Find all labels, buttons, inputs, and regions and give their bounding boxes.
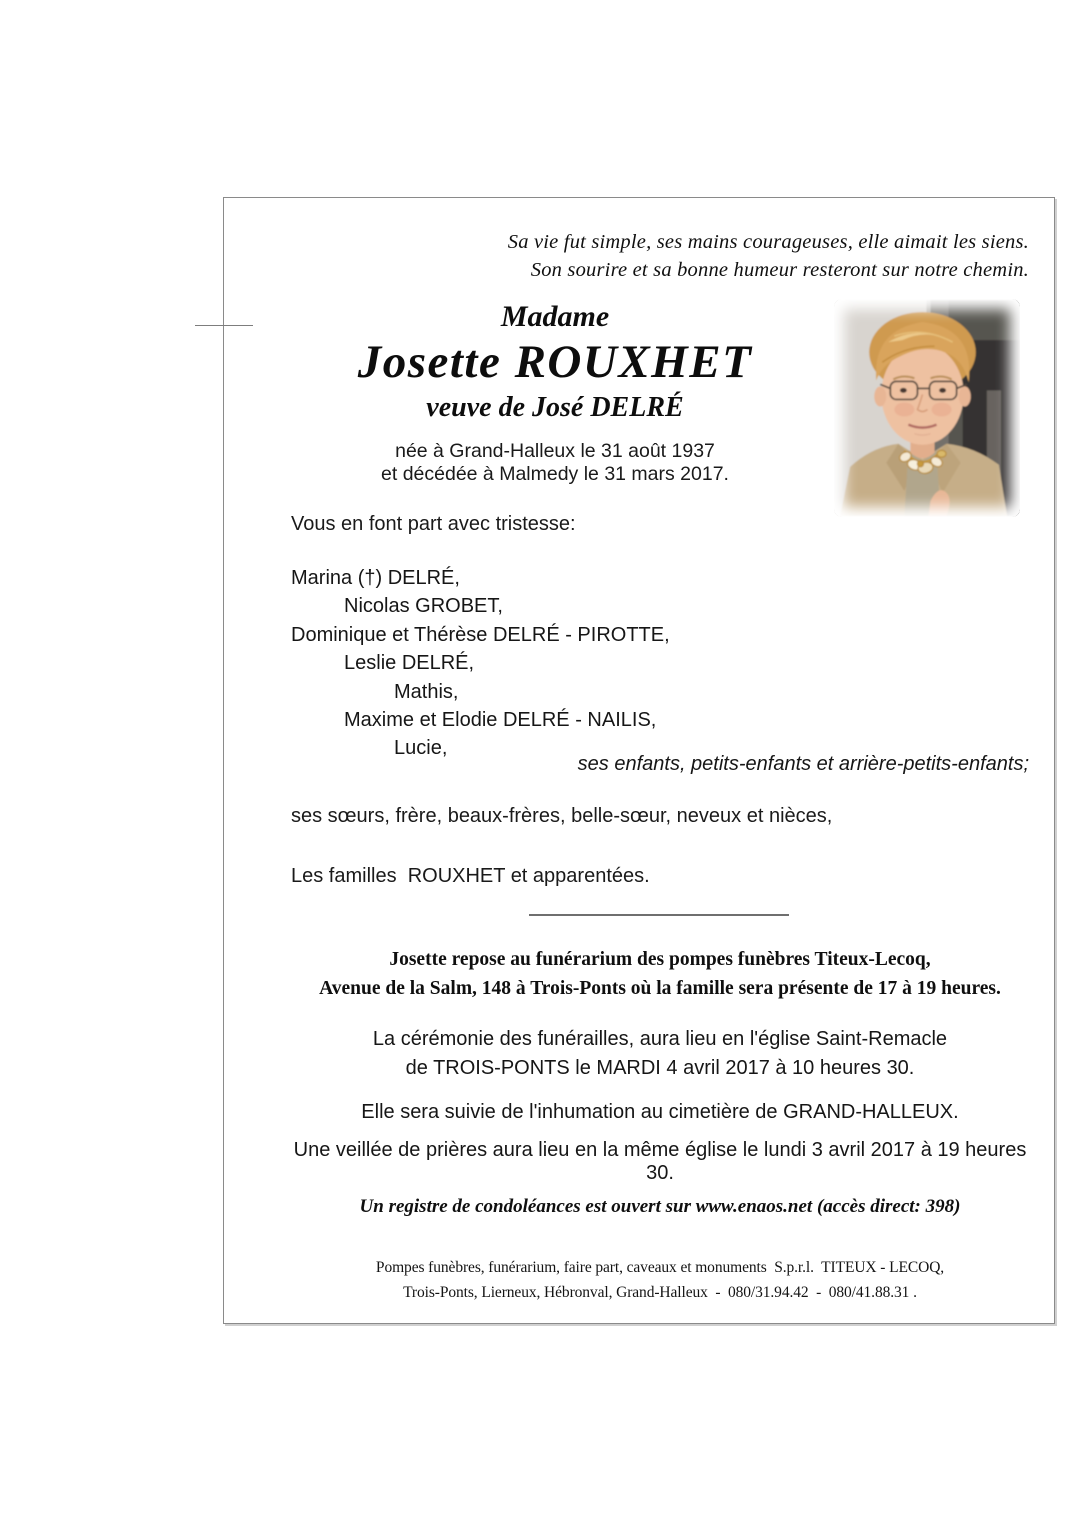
repose-line-1: Josette repose au funérarium des pompes funèbres Titeux-Lecoq, [389, 949, 931, 970]
deceased-title-block [291, 300, 819, 485]
ceremony-block [291, 1025, 1029, 1083]
burial-line: Elle sera suivie de l'inhumation au cimetière de GRAND-HALLEUX. [361, 1101, 959, 1123]
family-member: Marina (†) DELRÉ, [291, 567, 460, 589]
footer-line-1: Pompes funèbres, funérarium, faire part, caveaux et monuments S.p.r.l. TITEUX - LECOQ, [375, 1259, 945, 1276]
repose-block [291, 945, 1029, 1003]
birth-line: née à Grand-Halleux le 31 août 1937 [395, 440, 715, 462]
announcement-card [223, 197, 1055, 1324]
death-line: et décédée à Malmedy le 31 mars 2017. [381, 462, 729, 485]
civility: Madame [500, 300, 610, 333]
ceremony-line-1: La cérémonie des funérailles, aura lieu en l'église Saint-Remacle [372, 1028, 948, 1050]
funeral-home-footer [291, 1255, 1029, 1305]
vigil-line: Une veillée de prières aura lieu en la même église le lundi 3 avril 2017 à 19 heures 30. [293, 1139, 1027, 1184]
family-role-line: ses enfants, petits-enfants et arrière-petits-enfants; [577, 753, 1029, 775]
widow-of: veuve de José DELRÉ [426, 392, 684, 423]
portrait-illustration [834, 299, 1020, 517]
family-member: Maxime et Elodie DELRÉ - NAILIS, [344, 709, 657, 732]
family-member: Mathis, [394, 680, 459, 703]
signature-divider [529, 914, 789, 916]
family-member: Dominique et Thérèse DELRÉ - PIROTTE, [291, 623, 670, 646]
epitaph [508, 228, 1029, 284]
footer-line-2: Trois-Ponts, Lierneux, Hébronval, Grand-Halleux - 080/31.94.42 - 080/41.88.31 . [403, 1284, 917, 1301]
repose-line-2: Avenue de la Salm, 148 à Trois-Ponts où la famille sera présente de 17 à 19 heures. [319, 978, 1001, 999]
birth-death-dates [291, 440, 819, 485]
condolence-register-line: Un registre de condoléances est ouvert sur www.enaos.net (accès direct: 398) [359, 1196, 961, 1217]
family-member: Nicolas GROBET, [344, 595, 503, 618]
family-list [291, 564, 670, 763]
relatives-line: ses sœurs, frère, beaux-frères, belle-sœur, neveux et nièces, [291, 805, 833, 827]
epitaph-line-2: Son sourire et sa bonne humeur resteront sur notre chemin. [530, 259, 1029, 281]
intro-line: Vous en font part avec tristesse: [291, 513, 576, 535]
portrait-photo [834, 299, 1020, 517]
epitaph-line-1: Sa vie fut simple, ses mains courageuses, elle aimait les siens. [507, 231, 1029, 253]
families-line: Les familles ROUXHET et apparentées. [291, 865, 650, 887]
family-member: Lucie, [394, 737, 448, 760]
ceremony-line-2: de TROIS-PONTS le MARDI 4 avril 2017 à 10 heures 30. [405, 1057, 915, 1079]
deceased-name: Josette ROUXHET [357, 336, 753, 388]
family-member: Leslie DELRÉ, [344, 652, 475, 675]
fold-mark [195, 325, 253, 326]
